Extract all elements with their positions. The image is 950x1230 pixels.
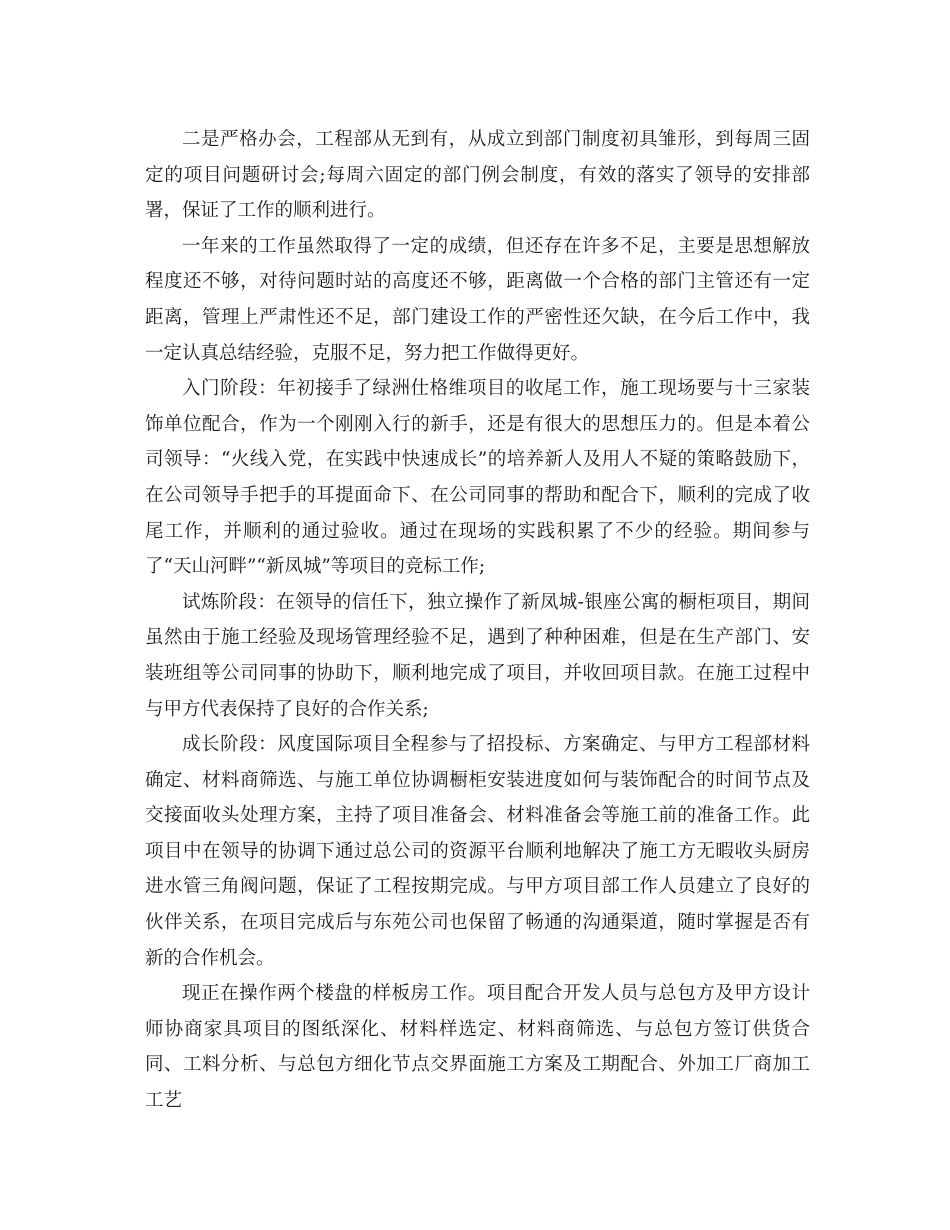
paragraph-trial-stage: 试炼阶段：在领导的信任下，独立操作了新凤城-银座公寓的橱柜项目，期间虽然由于施工经验及现场管理经验不足，遇到了种种困难，但是在生产部门、安装班组等公司同事的协助下，顺利地完成了项目，并收回项目款。在施工过程中与甲方代表保持了良好的合作关系; — [145, 591, 810, 720]
paragraph-strict-meetings: 二是严格办会，工程部从无到有，从成立到部门制度初具雏形，到每周三固定的项目问题研讨会;每周六固定的部门例会制度，有效的落实了领导的安排部署，保证了工作的顺利进行。 — [145, 129, 810, 222]
paragraph-shortcomings: 一年来的工作虽然取得了一定的成绩，但还存在许多不足，主要是思想解放程度还不够，对待问题时站的高度还不够，距离做一个合格的部门主管还有一定距离，管理上严肃性还不足，部门建设工作的严密性还欠缺，在今后工作中，我一定认真总结经验，克服不足，努力把工作做得更好。 — [145, 235, 810, 364]
document-body — [145, 122, 810, 1119]
paragraph-entry-stage: 入门阶段：年初接手了绿洲仕格维项目的收尾工作，施工现场要与十三家装饰单位配合，作为一个刚刚入行的新手，还是有很大的思想压力的。但是本着公司领导：“火线入党，在实践中快速成长”的培养新人及用人不疑的策略鼓励下，在公司领导手把手的耳提面命下、在公司同事的帮助和配合下，顺利的完成了收尾工作，并顺利的通过验收。通过在现场的实践积累了不少的经验。期间参与了“天山河畔”“新凤城”等项目的竞标工作; — [145, 378, 810, 578]
paragraph-growth-stage: 成长阶段：风度国际项目全程参与了招投标、方案确定、与甲方工程部材料确定、材料商筛选、与施工单位协调橱柜安装进度如何与装饰配合的时间节点及交接面收头处理方案，主持了项目准备会、材料准备会等施工前的准备工作。此项目中在领导的协调下通过总公司的资源平台顺利地解决了施工方无暇收头厨房进水管三角阀问题，保证了工程按期完成。与甲方项目部工作人员建立了良好的伙伴关系，在项目完成后与东苑公司也保留了畅通的沟通渠道，随时掌握是否有新的合作机会。 — [145, 734, 810, 969]
paragraph-current-work: 现正在操作两个楼盘的样板房工作。项目配合开发人员与总包方及甲方设计师协商家具项目的图纸深化、材料样选定、材料商筛选、与总包方签订供货合同、工料分析、与总包方细化节点交界面施工方案及工期配合、外加工厂商加工工艺 — [145, 983, 810, 1112]
